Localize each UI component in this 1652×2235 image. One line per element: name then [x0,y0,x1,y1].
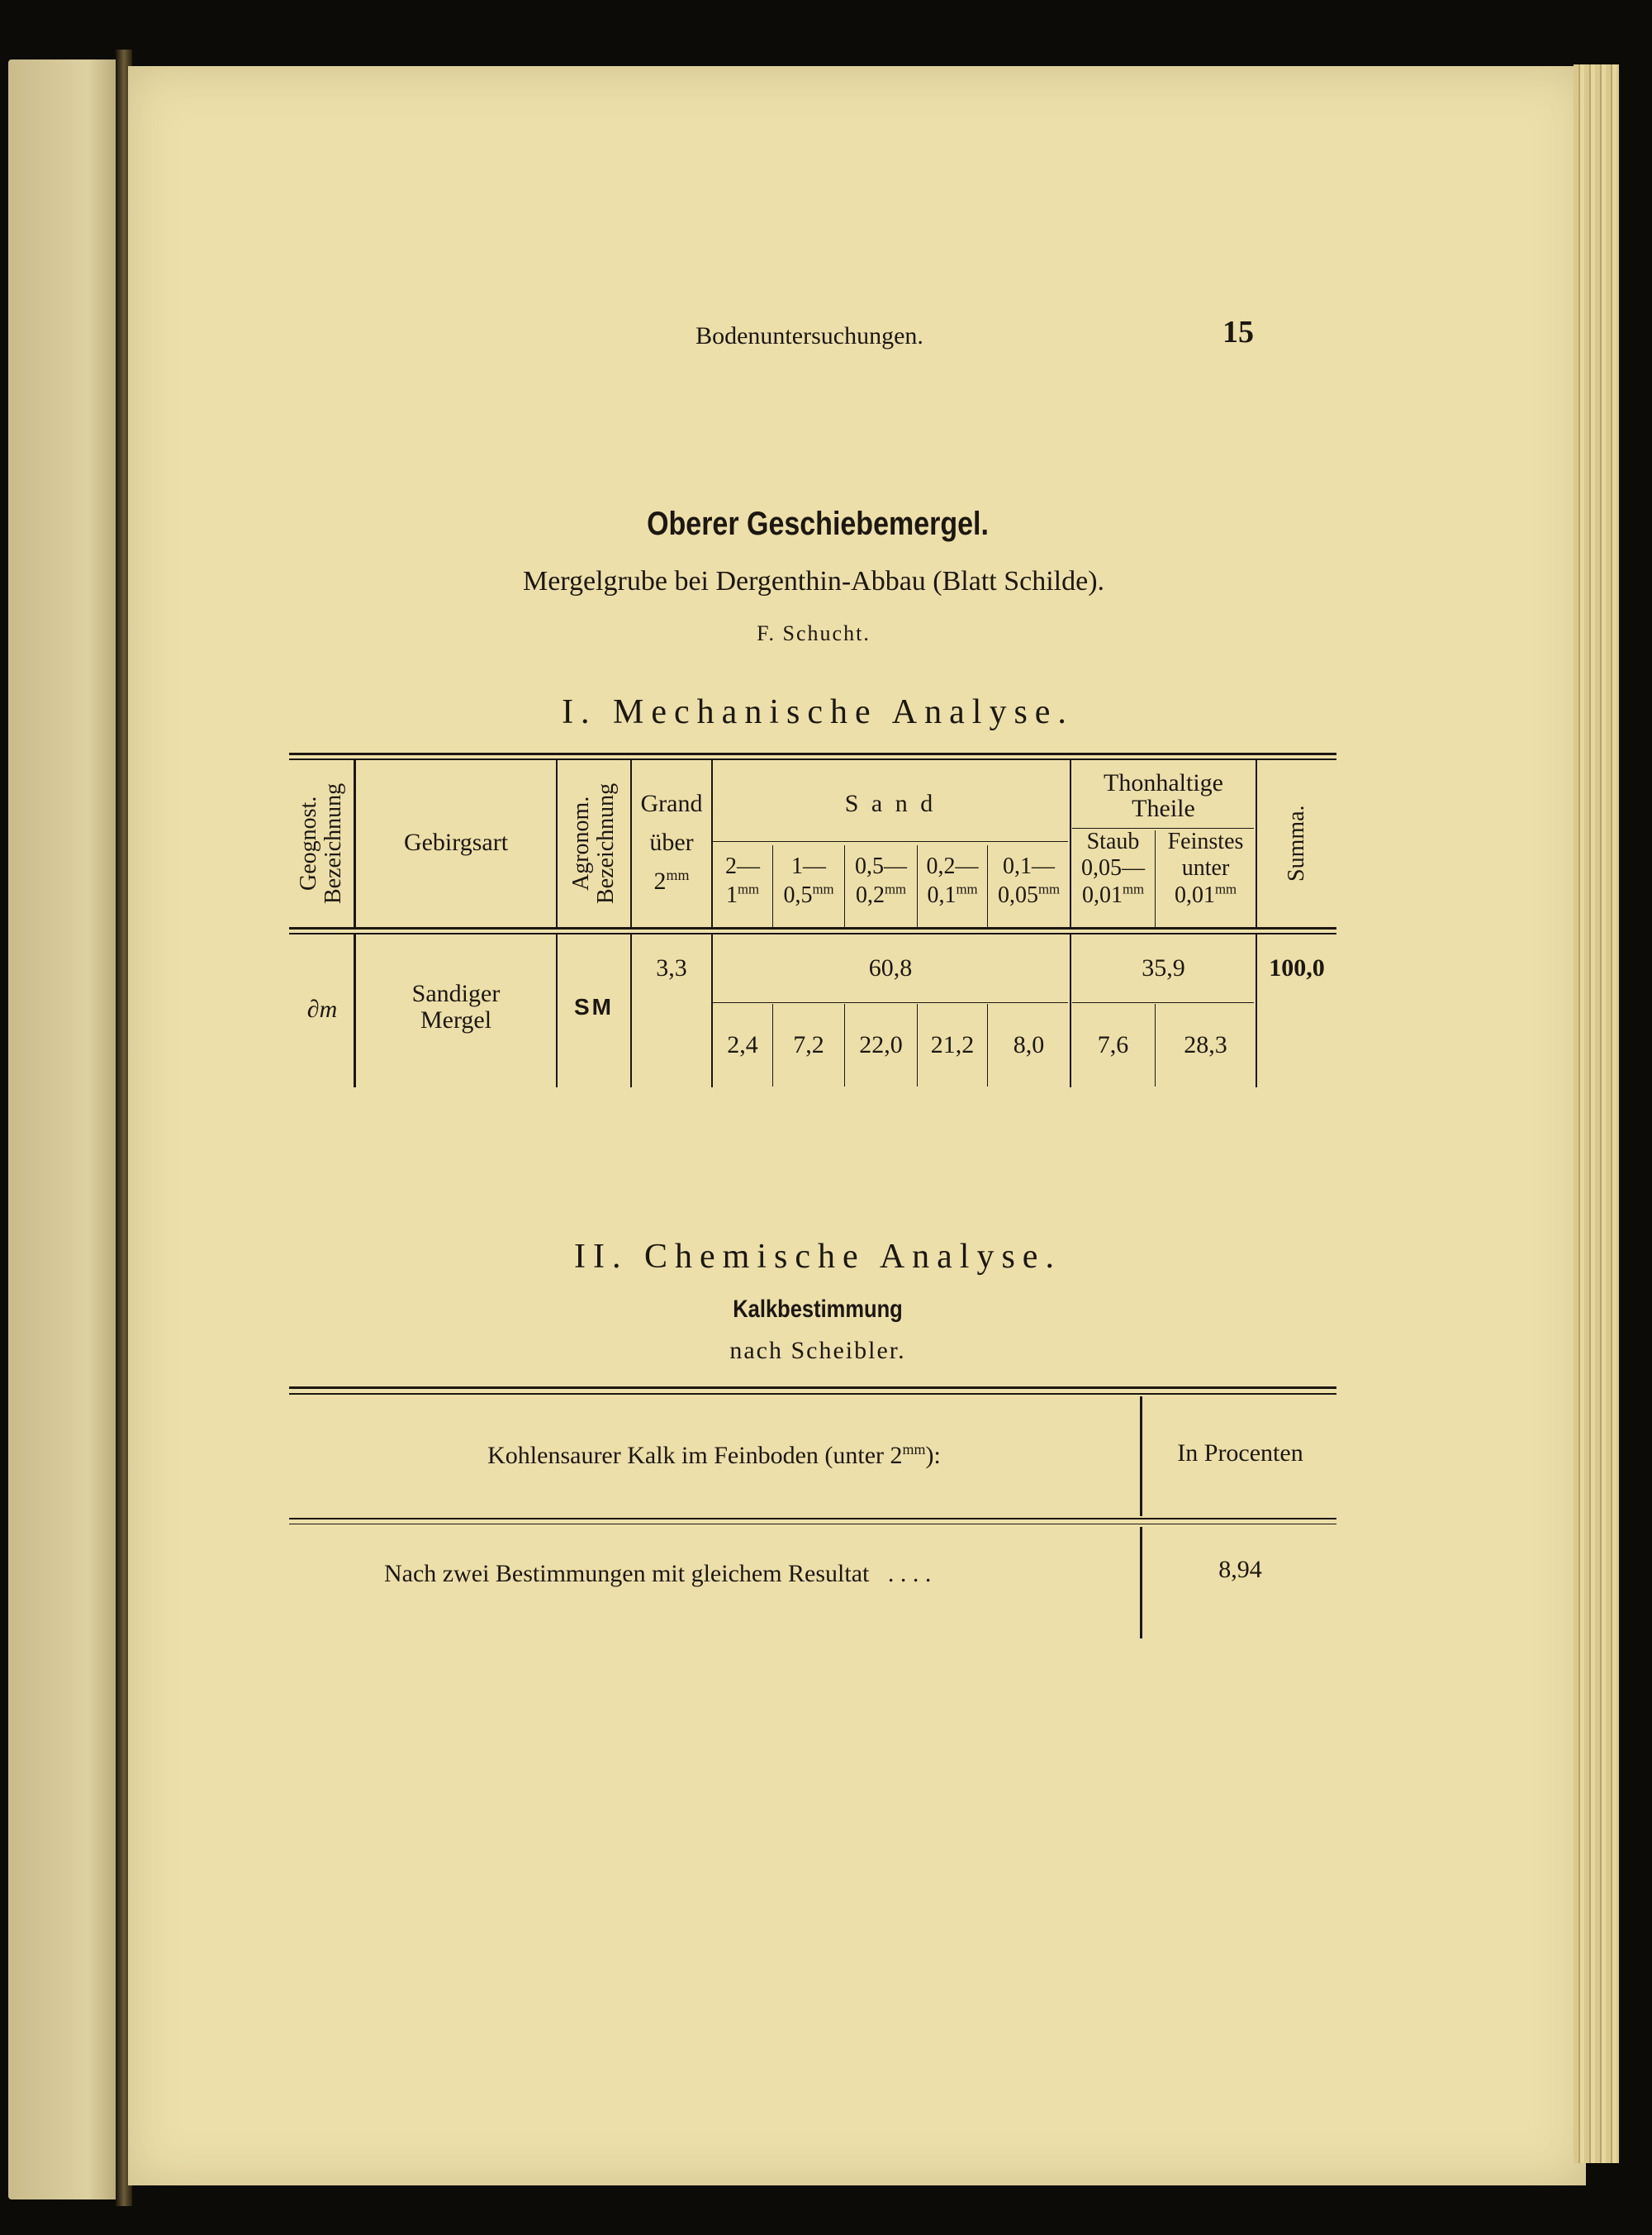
row-feinstes: 28,3 [1184,1031,1227,1058]
chem-col-percent: In Procenten [1177,1439,1303,1467]
header-summa: Summa. [1284,805,1309,882]
row-agronom: SM [574,994,614,1020]
location-line: Mergelgrube bei Dergenthin-Abbau (Blatt Schilde). [522,566,1105,597]
header-sand: S a n d [844,790,937,817]
row-gebirgsart-line1: Sandiger [411,980,501,1007]
row-staub: 7,6 [1097,1031,1129,1058]
header-agronom: Agronom. Bezeichnung [568,782,619,905]
row-sand-2-1: 2,4 [727,1031,758,1058]
mech-analysis-title: I. Mechanische Analyse. [562,693,1074,731]
row-sand-1-05: 7,2 [793,1031,824,1058]
row-sand-01-005: 8,0 [1013,1031,1045,1058]
running-head: Bodenuntersuchungen. [695,322,923,350]
row-grand: 3,3 [656,954,687,982]
chem-subtitle: Kalkbestimmung [733,1296,903,1323]
chem-analysis-title: II. Chemische Analyse. [574,1238,1061,1276]
chem-method: nach Scheibler. [729,1337,906,1364]
row-thon-total: 35,9 [1142,954,1185,982]
page-edges [1574,64,1619,2163]
row-sand-05-02: 22,0 [859,1031,903,1058]
header-gebirgsart: Gebirgsart [403,829,509,856]
row-geognost: ∂m [306,996,338,1023]
page-number: 15 [1222,315,1254,350]
header-geognost: Geognost. Bezeichnung [296,782,346,905]
section-title: Oberer Geschiebemergel. [647,506,989,542]
author-line: F. Schucht. [757,621,871,645]
row-sand-02-01: 21,2 [930,1031,975,1058]
row-sand-total: 60,8 [868,954,913,982]
chem-row-value: 8,94 [1218,1556,1262,1583]
row-summa: 100,0 [1269,954,1325,982]
facing-page-edge [8,59,122,2199]
chem-col-header: Kohlensaurer Kalk im Feinboden (unter $2^{mm}$): [487,1441,941,1469]
book-page [128,66,1586,2185]
chem-row-label: Nach zwei Bestimmungen mit gleichem Resultat . . . . [384,1560,932,1587]
row-gebirgsart-line2: Mergel [420,1006,492,1034]
